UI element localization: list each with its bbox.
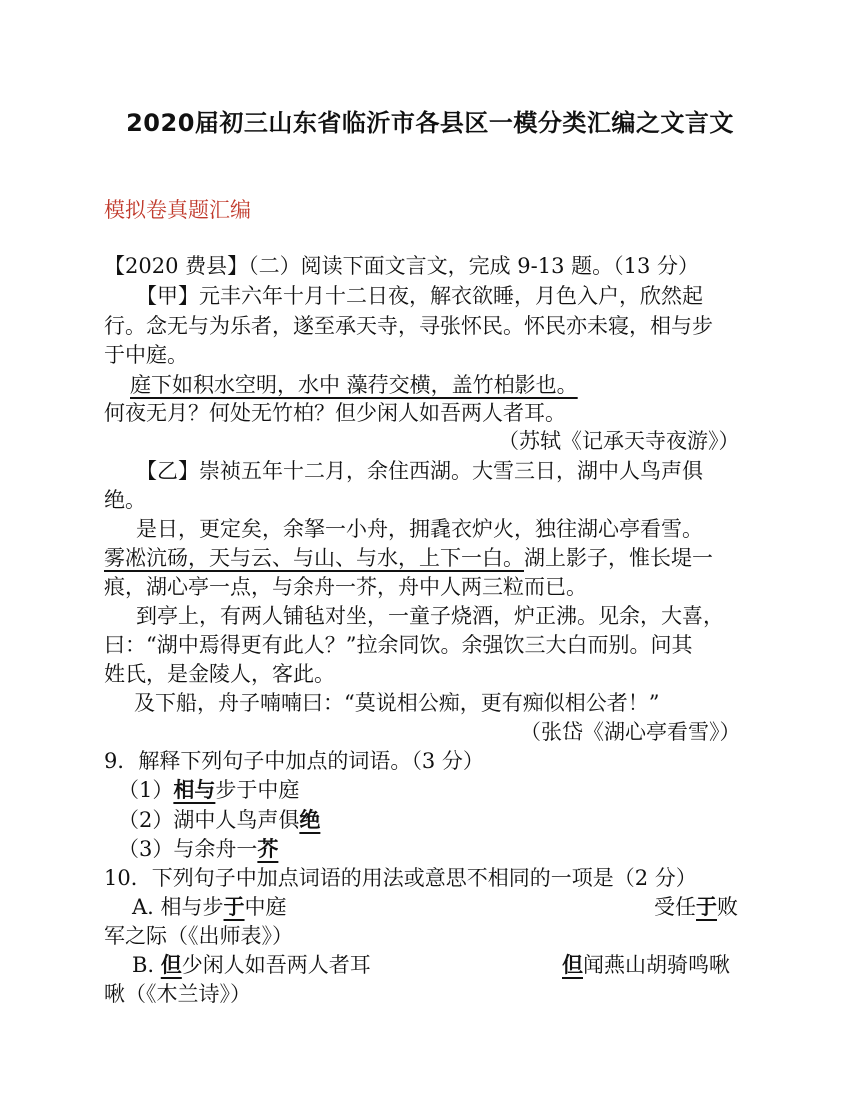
q9-item-2-text: （2）湖中人鸟声俱 xyxy=(118,808,300,832)
yi-line-2: 绝。 xyxy=(104,488,146,512)
yi-source: （张岱《湖心亭看雪》） xyxy=(520,720,741,744)
q10-b-right-keyword: 但 xyxy=(562,952,583,977)
yi-line-8: 姓氏，是金陵人，客此。 xyxy=(104,662,335,686)
yi-line-5: 痕，湖心亭一点，与余舟一芥，舟中人两三粒而已。 xyxy=(104,575,587,599)
q10-a-right-keyword: 于 xyxy=(696,894,717,919)
q9-item-3-text: （3）与余舟一 xyxy=(118,837,258,861)
yi-underlined-sentence: 雾凇沆砀，天与云、与山、与水，上下一白。 xyxy=(104,546,524,570)
q9-stem: 9．解释下列句子中加点的词语。（3 分） xyxy=(104,749,484,773)
q10-b-label: B. xyxy=(132,953,161,977)
q9-item-2 xyxy=(118,806,320,834)
yi-line-4-rest: 湖上影子，惟长堤一 xyxy=(524,546,713,570)
q10-option-a-right xyxy=(654,893,738,921)
jia-line-1: 【甲】元丰六年十月十二日夜，解衣欲睡，月色入户，欣然起 xyxy=(136,284,703,308)
document-title: 2020届初三山东省临沂市各县区一模分类汇编之文言文 xyxy=(126,109,734,137)
q10-option-b-continuation: 啾（《木兰诗》） xyxy=(104,982,251,1006)
passage-header: 【2020 费县】（二）阅读下面文言文，完成 9-13 题。（13 分） xyxy=(104,254,700,278)
section-heading: 模拟卷真题汇编 xyxy=(104,198,251,222)
yi-line-1: 【乙】崇祯五年十二月，余住西湖。大雪三日，湖中人鸟声俱 xyxy=(136,459,703,483)
q9-item-1-text: 步于中庭 xyxy=(215,778,300,802)
q10-stem: 10．下列句子中加点词语的用法或意思不相同的一项是（2 分） xyxy=(104,866,697,890)
q10-b-text: 少闲人如吾两人者耳 xyxy=(181,953,371,977)
q10-option-a-left xyxy=(132,893,287,921)
q10-a-keyword: 于 xyxy=(223,894,245,919)
q10-option-b-right xyxy=(562,951,730,979)
yi-line-6: 到亭上，有两人铺毡对坐，一童子烧酒，炉正沸。见余，大喜， xyxy=(136,604,724,628)
jia-line-3: 于中庭。 xyxy=(104,343,188,367)
q10-a-text-end: 中庭 xyxy=(244,895,287,919)
q9-item-3 xyxy=(118,835,278,863)
q9-item-1-keyword: 相与 xyxy=(173,777,216,802)
q9-item-1-number: （1） xyxy=(118,778,174,802)
q10-option-a-continuation: 军之际（《出师表》） xyxy=(104,924,293,948)
yi-line-4 xyxy=(104,544,713,572)
q10-a-text: A. 相与步 xyxy=(132,895,224,919)
jia-source: （苏轼《记承天寺夜游》） xyxy=(498,429,740,453)
jia-line-5: 何夜无月？何处无竹柏？但少闲人如吾两人者耳。 xyxy=(104,401,566,425)
q10-option-b-left xyxy=(132,951,371,979)
q9-item-3-keyword: 芥 xyxy=(257,836,279,861)
q10-a-right-text: 受任 xyxy=(654,895,696,919)
q10-a-right-text-end: 败 xyxy=(717,895,738,919)
q10-b-keyword: 但 xyxy=(160,952,182,977)
yi-line-9: 及下船，舟子喃喃曰：“莫说相公痴，更有痴似相公者！” xyxy=(134,691,660,715)
q10-b-right-text: 闻燕山胡骑鸣啾 xyxy=(583,953,730,977)
q9-item-1 xyxy=(118,776,299,804)
jia-line-4-underlined: 庭下如积水空明，水中 藻荇交横，盖竹柏影也。 xyxy=(130,373,578,397)
q9-item-2-keyword: 绝 xyxy=(299,807,321,832)
yi-line-7: 曰：“湖中焉得更有此人？”拉余同饮。余强饮三大白而别。问其 xyxy=(104,633,693,657)
jia-line-2: 行。念无与为乐者，遂至承天寺，寻张怀民。怀民亦未寝，相与步 xyxy=(104,314,713,338)
yi-line-3: 是日，更定矣，余拏一小舟，拥毳衣炉火，独往湖心亭看雪。 xyxy=(136,517,703,541)
